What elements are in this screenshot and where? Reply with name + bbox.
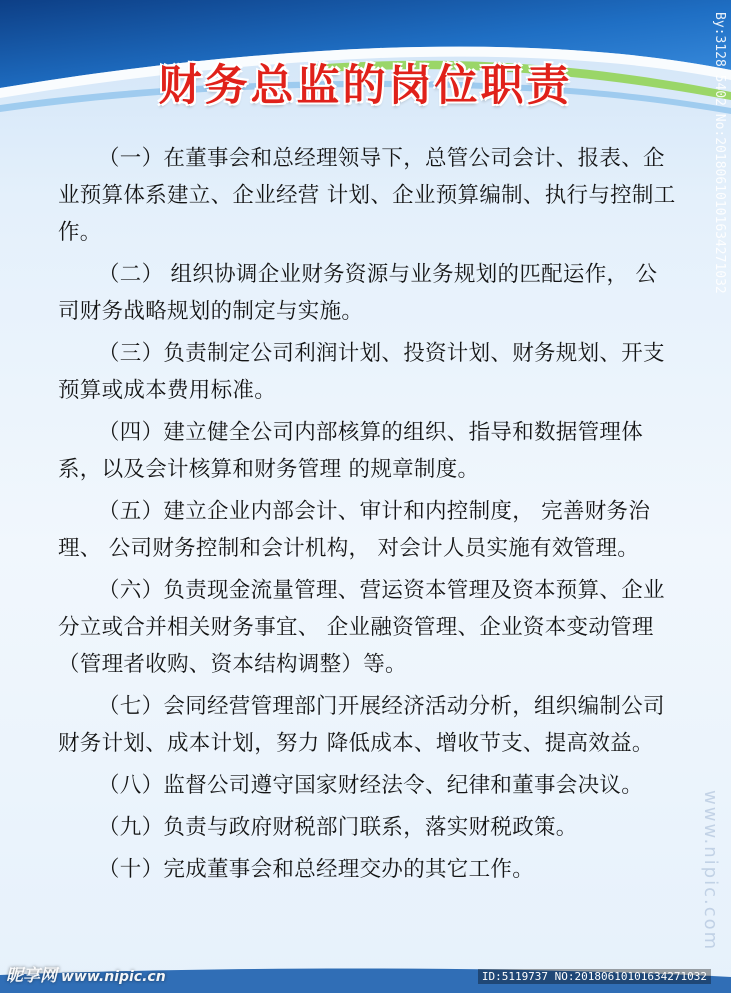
- duty-item-3: （三）负责制定公司利润计划、投资计划、财务规划、开支预算或成本费用标准。: [58, 341, 665, 403]
- duty-item-2: （二） 组织协调企业财务资源与业务规划的匹配运作， 公司财务战略规划的制定与实施。: [58, 262, 658, 324]
- duty-item-10: （十）完成董事会和总经理交办的其它工作。: [98, 857, 535, 882]
- logo-text: 昵享网: [6, 966, 57, 986]
- duty-item-7: （七）会同经营管理部门开展经济活动分析，组织编制公司财务计划、成本计划，努力 降低成本、增收节支、提高效益。: [58, 694, 665, 756]
- duty-item-8: （八）监督公司遵守国家财经法令、纪律和董事会决议。: [98, 773, 644, 798]
- page-title: 财务总监的岗位职责: [158, 61, 573, 111]
- image-id-stamp: ID:5119737 NO:20180610101634271032: [478, 969, 711, 984]
- side-watermark: By:3128 5402 No:20180610101634271032: [712, 12, 727, 294]
- duty-item-6: （六）负责现金流量管理、营运资本管理及资本预算、企业分立或合并相关财务事宜、 企业融资管理、企业资本变动管理（管理者收购、资本结构调整）等。: [58, 578, 665, 677]
- duty-item-9: （九）负责与政府财税部门联系，落实财税政策。: [98, 815, 578, 840]
- duty-item-5: （五）建立企业内部会计、审计和内控制度， 完善财务治理、 公司财务控制和会计机构， 对会计人员实施有效管理。: [58, 499, 651, 561]
- site-watermark: www.nipic.com: [700, 790, 721, 952]
- duty-item-1: （一）在董事会和总经理领导下，总管公司会计、报表、企业预算体系建立、企业经营 计划、企业预算编制、执行与控制工作。: [58, 146, 676, 245]
- duty-item-4: （四）建立健全公司内部核算的组织、指导和数据管理体系，以及会计核算和财务管理 的规章制度。: [58, 420, 644, 482]
- duties-list: [58, 140, 678, 893]
- site-logo: [6, 961, 166, 986]
- logo-url: www.nipic.cn: [61, 969, 166, 985]
